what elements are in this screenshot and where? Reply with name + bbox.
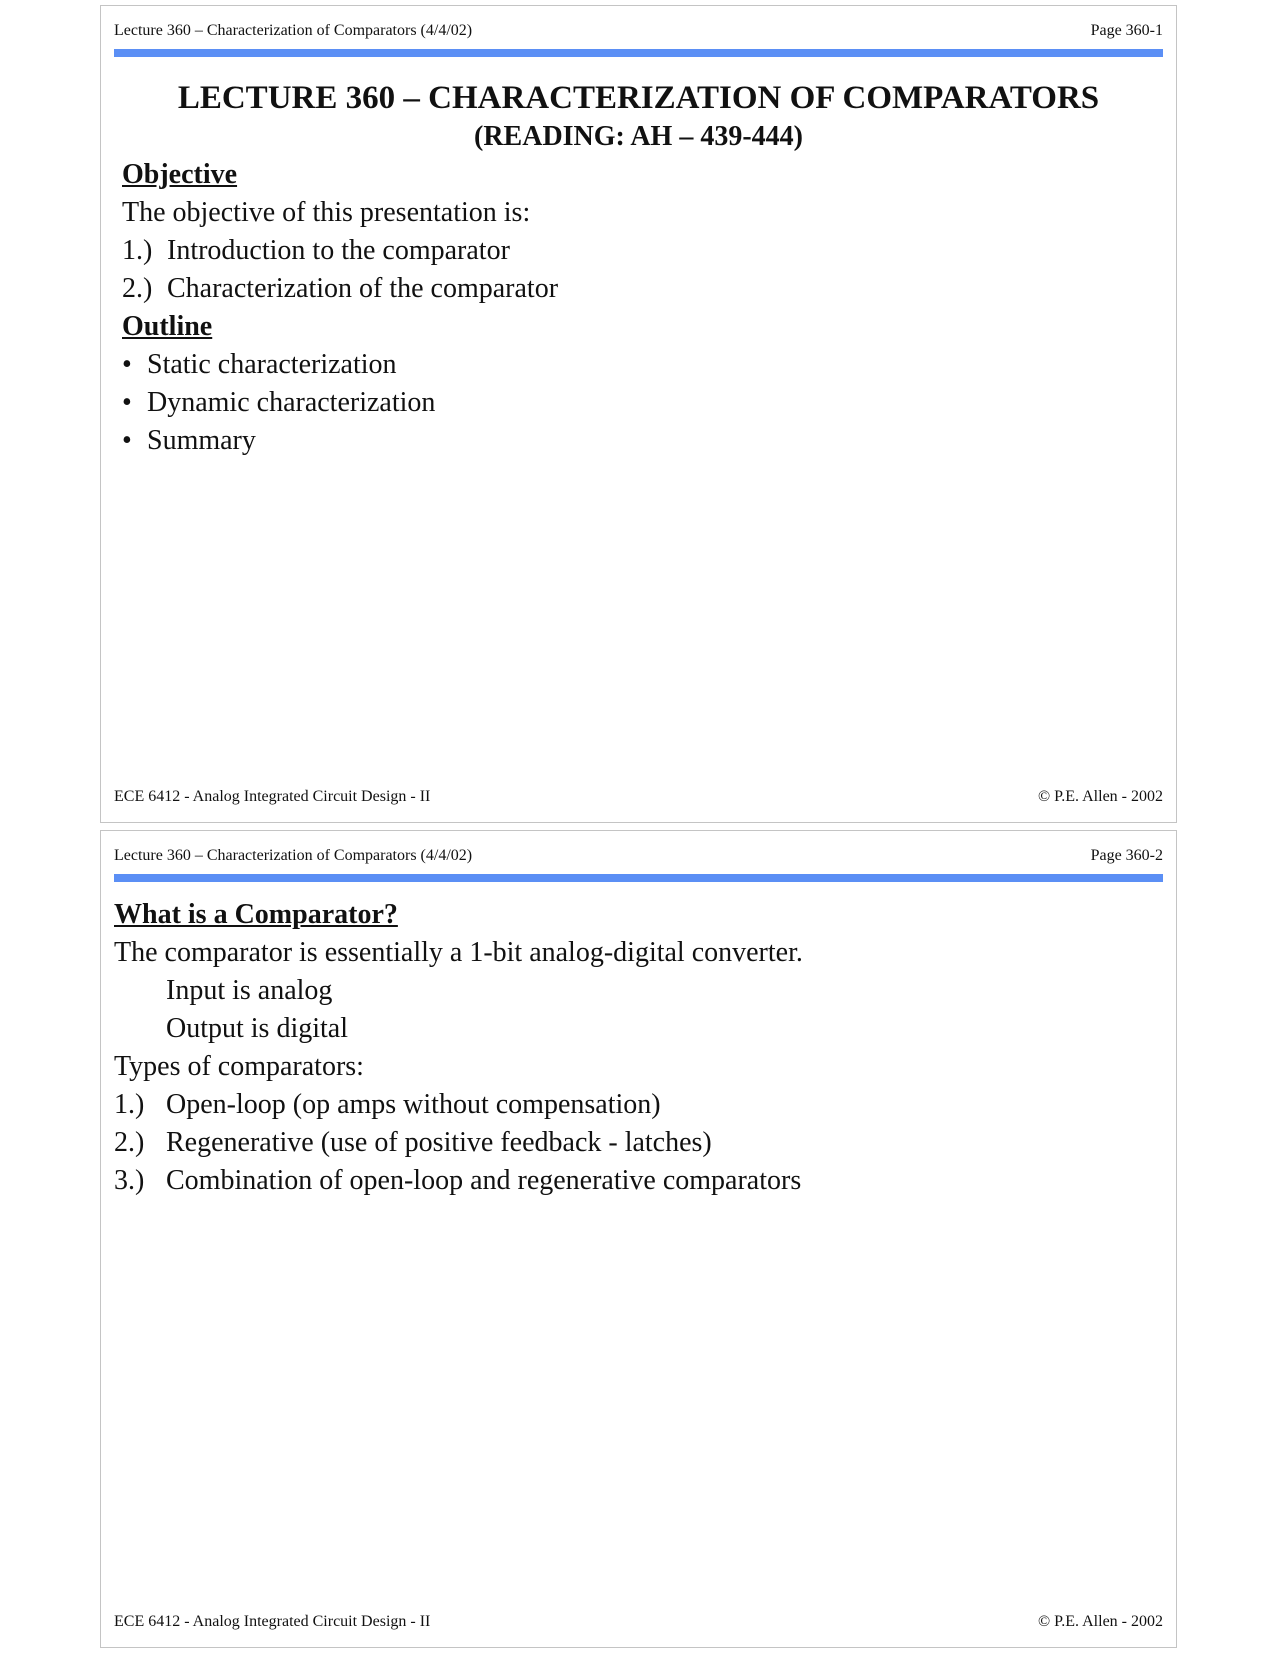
types-intro: Types of comparators: [114, 1051, 364, 1082]
header-title: Lecture 360 – Characterization of Comparators (4/4/02) [114, 847, 473, 864]
bullet-icon: • [122, 349, 132, 380]
indented-line: Output is digital [166, 1013, 348, 1044]
slide-header [114, 16, 1163, 42]
slide-2 [100, 830, 1177, 1648]
list-number: 1.) [122, 235, 153, 266]
list-text: Regenerative (use of positive feedback - latches) [166, 1127, 712, 1158]
objective-item [122, 232, 1155, 270]
type-item [114, 1162, 1155, 1200]
bullet-icon: • [122, 425, 132, 456]
section-heading: What is a Comparator? [114, 899, 398, 930]
list-number: 2.) [114, 1127, 145, 1158]
list-text: Dynamic characterization [147, 387, 436, 418]
course-name: ECE 6412 - Analog Integrated Circuit Design - II [114, 788, 431, 805]
list-text: Combination of open-loop and regenerative comparators [166, 1165, 802, 1196]
type-item [114, 1124, 1155, 1162]
outline-heading: Outline [122, 311, 213, 342]
slide-1 [100, 5, 1177, 823]
slide-2-body [114, 896, 1155, 1200]
header-accent-bar [114, 874, 1163, 882]
indented-line: Input is analog [166, 975, 333, 1006]
outline-item [122, 346, 1155, 384]
list-number: 1.) [114, 1089, 145, 1120]
list-text: Open-loop (op amps without compensation) [166, 1089, 661, 1120]
page-number: Page 360-2 [1090, 847, 1163, 864]
header-title: Lecture 360 – Characterization of Comparators (4/4/02) [114, 22, 473, 39]
objective-heading: Objective [122, 159, 238, 190]
bullet-icon: • [122, 387, 132, 418]
objective-intro: The objective of this presentation is: [122, 197, 531, 228]
copyright: © P.E. Allen - 2002 [1037, 788, 1163, 805]
lecture-title: LECTURE 360 – CHARACTERIZATION OF COMPARATORS [177, 80, 1100, 116]
course-name: ECE 6412 - Analog Integrated Circuit Design - II [114, 1613, 431, 1630]
reading-subtitle: (READING: AH – 439-444) [474, 121, 803, 152]
list-number: 2.) [122, 273, 153, 304]
type-item [114, 1086, 1155, 1124]
list-text: Static characterization [147, 349, 397, 380]
list-number: 3.) [114, 1165, 145, 1196]
copyright: © P.E. Allen - 2002 [1037, 1613, 1163, 1630]
intro-text: The comparator is essentially a 1-bit analog-digital converter. [114, 937, 803, 968]
slide-1-body [122, 156, 1155, 460]
outline-item [122, 422, 1155, 460]
objective-item [122, 270, 1155, 308]
list-text: Summary [147, 425, 256, 456]
list-text: Characterization of the comparator [167, 273, 559, 304]
outline-item [122, 384, 1155, 422]
slide-footer [114, 788, 1163, 808]
slide-header [114, 841, 1163, 867]
page-number: Page 360-1 [1090, 22, 1163, 39]
header-accent-bar [114, 49, 1163, 57]
list-text: Introduction to the comparator [167, 235, 510, 266]
slide-footer [114, 1613, 1163, 1633]
